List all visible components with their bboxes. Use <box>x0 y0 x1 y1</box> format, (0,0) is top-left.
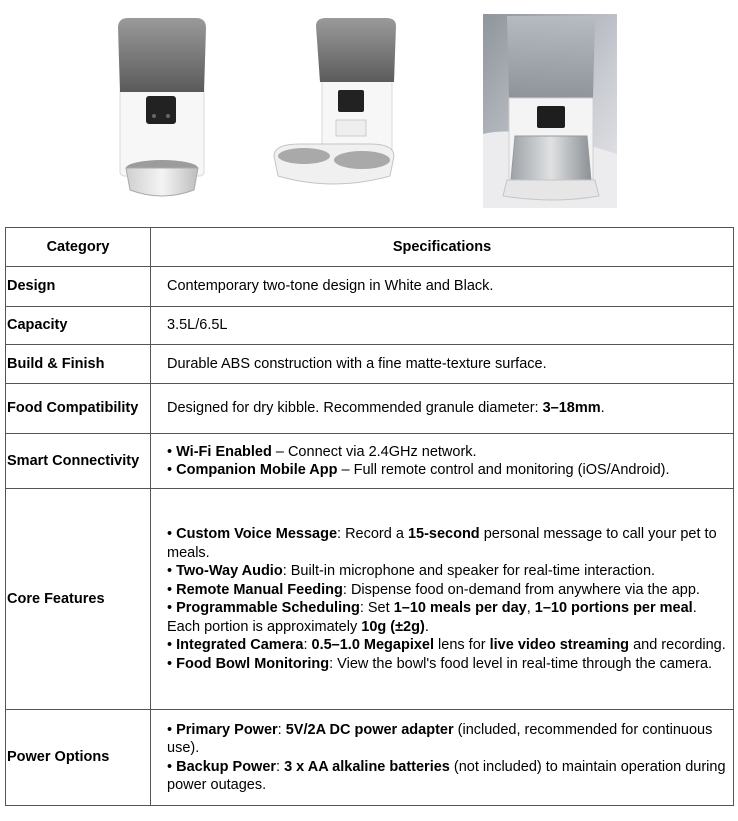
spec-line <box>167 581 733 600</box>
spec-text-bold: Programmable Scheduling <box>176 600 360 616</box>
spec-text: lens for <box>434 637 490 653</box>
row-category: Food Compatibility <box>6 384 151 434</box>
table-row <box>6 307 734 345</box>
feeder-single-bowl-image <box>112 16 212 206</box>
spec-text-bold: 3–18mm <box>542 400 601 417</box>
spec-line <box>167 655 733 674</box>
spec-text: and recording. <box>629 637 726 653</box>
feeder-photo-image <box>483 14 617 208</box>
row-specification <box>151 307 734 345</box>
spec-text: • <box>167 637 177 653</box>
spec-text: • <box>167 655 177 672</box>
table-row <box>6 710 734 806</box>
spec-text-bold: 1–10 meals per day <box>393 600 527 616</box>
spec-line <box>167 461 733 480</box>
header-specifications: Specifications <box>151 228 734 267</box>
spec-text-bold: Remote Manual Feeding <box>176 581 343 598</box>
spec-text: • <box>167 462 177 478</box>
spec-text-bold: live video streaming <box>489 637 630 653</box>
spec-text: • <box>167 443 177 460</box>
spec-line <box>167 277 733 296</box>
spec-text-bold: 3 x AA alkaline batteries <box>284 758 450 775</box>
feeder-double-bowl-image <box>270 16 400 196</box>
row-specification <box>151 710 734 806</box>
row-category: Design <box>6 267 151 307</box>
spec-text: , <box>526 600 535 616</box>
table-row <box>6 345 734 384</box>
spec-text: : <box>276 758 285 775</box>
spec-line <box>167 599 733 636</box>
product-images <box>0 0 738 215</box>
spec-text-bold: 15-second <box>407 526 480 542</box>
row-category: Power Options <box>6 710 151 806</box>
spec-text: . Each portion is approximately <box>167 600 697 635</box>
spec-text: • <box>167 526 177 542</box>
row-category: Capacity <box>6 307 151 345</box>
header-category: Category <box>6 228 151 267</box>
spec-text-bold: Two-Way Audio <box>176 563 283 579</box>
spec-text: – Connect via 2.4GHz network. <box>271 443 477 460</box>
table-row <box>6 489 734 710</box>
spec-text: • <box>167 581 177 598</box>
spec-text: (included, recommended for continuous use). <box>167 721 713 756</box>
spec-line <box>167 636 733 655</box>
spec-text-bold: Backup Power <box>176 758 277 775</box>
spec-text: • <box>167 721 177 738</box>
spec-text: . <box>600 400 605 417</box>
spec-text: : <box>277 721 286 738</box>
table-row <box>6 384 734 434</box>
spec-text-bold: Custom Voice Message <box>176 526 338 542</box>
spec-line <box>167 355 733 374</box>
spec-text-bold: 10g (±2g) <box>361 618 425 635</box>
row-specification <box>151 489 734 710</box>
spec-text: : Record a <box>337 526 408 542</box>
spec-text: : Dispense food on-demand from anywhere via the app. <box>342 581 700 598</box>
spec-text-bold: Companion Mobile App <box>176 462 338 478</box>
table-row <box>6 434 734 489</box>
row-specification <box>151 345 734 384</box>
row-category: Smart Connectivity <box>6 434 151 489</box>
spec-text: : <box>303 637 312 653</box>
spec-text: (not included) to maintain operation during power outages. <box>167 758 726 793</box>
spec-text-bold: Wi-Fi Enabled <box>176 443 272 460</box>
table-row <box>6 267 734 307</box>
spec-text-bold: Integrated Camera <box>176 637 304 653</box>
spec-text: . <box>424 618 429 635</box>
spec-text-bold: Food Bowl Monitoring <box>176 655 330 672</box>
spec-text: • <box>167 758 177 775</box>
spec-text: Contemporary two-tone design in White and Black. <box>167 278 494 295</box>
row-category: Core Features <box>6 489 151 710</box>
spec-line <box>167 399 733 418</box>
spec-line <box>167 758 733 795</box>
spec-text: Durable ABS construction with a fine matte-texture surface. <box>167 355 547 372</box>
spec-line <box>167 443 733 462</box>
spec-line <box>167 525 733 562</box>
row-specification <box>151 434 734 489</box>
table-header-row <box>6 228 734 267</box>
spec-text: • <box>167 563 177 579</box>
row-specification <box>151 384 734 434</box>
spec-text: • <box>167 600 177 616</box>
spec-text-bold: 0.5–1.0 Megapixel <box>311 637 435 653</box>
specifications-table <box>5 227 734 806</box>
spec-text-bold: 5V/2A DC power adapter <box>285 721 454 738</box>
row-specification <box>151 267 734 307</box>
spec-text: 3.5L/6.5L <box>167 317 228 334</box>
spec-text: : Built-in microphone and speaker for real-time interaction. <box>282 563 656 579</box>
spec-text: Designed for dry kibble. Recommended granule diameter: <box>167 400 543 417</box>
spec-text: : View the bowl's food level in real-time through the camera. <box>329 655 713 672</box>
spec-text: – Full remote control and monitoring (iOS/Android). <box>337 462 670 478</box>
row-category: Build & Finish <box>6 345 151 384</box>
spec-text: personal message to call your pet to meals. <box>167 526 717 561</box>
spec-line <box>167 562 733 581</box>
spec-text: : Set <box>359 600 394 616</box>
spec-line <box>167 721 733 758</box>
spec-text-bold: Primary Power <box>176 721 278 738</box>
spec-text-bold: 1–10 portions per meal <box>534 600 693 616</box>
spec-line <box>167 316 733 335</box>
